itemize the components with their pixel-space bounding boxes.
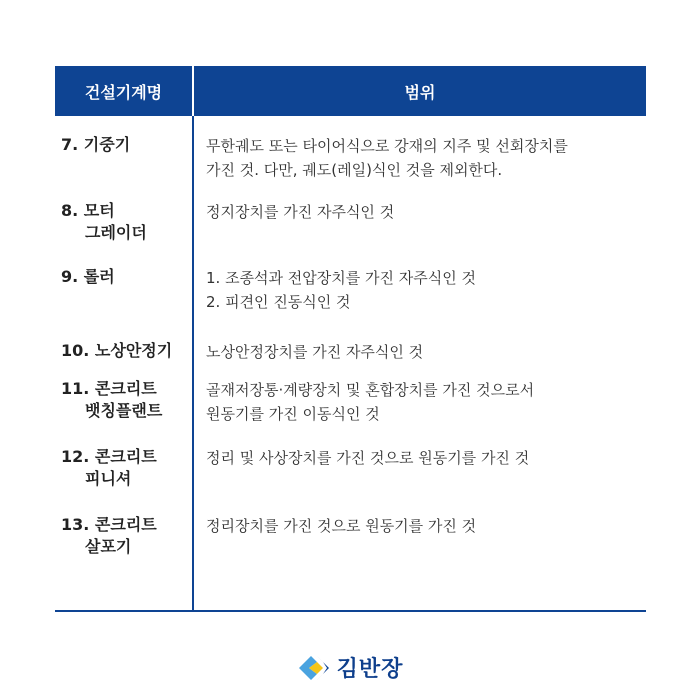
machine-name-line: 7. 기중기 bbox=[61, 135, 131, 154]
table-row bbox=[55, 378, 646, 426]
kimbanjang-logo-icon bbox=[297, 654, 331, 682]
machine-name-line: 뱃칭플랜트 bbox=[85, 401, 163, 420]
machine-scope bbox=[192, 378, 646, 426]
table-body bbox=[55, 116, 646, 612]
scope-line: 2. 피견인 진동식인 것 bbox=[206, 293, 351, 311]
machine-name-line: 10. 노상안정기 bbox=[61, 341, 173, 360]
machine-name bbox=[55, 134, 192, 182]
machine-name-line: 12. 콘크리트 bbox=[61, 447, 157, 466]
machine-name-line: 피니셔 bbox=[85, 469, 132, 488]
table-header bbox=[55, 66, 646, 116]
header-machine-name: 건설기계명 bbox=[55, 66, 194, 116]
scope-line: 정지장치를 가진 자주식인 것 bbox=[206, 203, 395, 221]
table-row bbox=[55, 514, 646, 558]
table-row bbox=[55, 200, 646, 244]
machine-name-line: 13. 콘크리트 bbox=[61, 515, 157, 534]
machine-name bbox=[55, 378, 192, 426]
table-row bbox=[55, 266, 646, 314]
machine-name bbox=[55, 340, 192, 364]
machine-name-line: 8. 모터 bbox=[61, 201, 115, 220]
brand-logo-inner bbox=[297, 652, 404, 683]
machine-name-line: 그레이더 bbox=[85, 223, 147, 242]
construction-machinery-table bbox=[55, 66, 646, 612]
machine-scope bbox=[192, 200, 646, 244]
machine-scope bbox=[192, 446, 646, 490]
machine-name bbox=[55, 446, 192, 490]
scope-line: 원동기를 가진 이동식인 것 bbox=[206, 405, 380, 423]
table-row bbox=[55, 134, 646, 182]
machine-name bbox=[55, 514, 192, 558]
machine-name-line: 9. 롤러 bbox=[61, 267, 115, 286]
machine-name-line: 11. 콘크리트 bbox=[61, 379, 157, 398]
brand-logo bbox=[0, 652, 700, 683]
table-row bbox=[55, 446, 646, 490]
brand-name: 김반장 bbox=[336, 657, 404, 682]
scope-line: 정리 및 사상장치를 가진 것으로 원동기를 가진 것 bbox=[206, 449, 530, 467]
scope-line: 가진 것. 다만, 궤도(레일)식인 것을 제외한다. bbox=[206, 161, 503, 179]
machine-scope bbox=[192, 266, 646, 314]
machine-scope bbox=[192, 514, 646, 558]
machine-name bbox=[55, 200, 192, 244]
table-row bbox=[55, 340, 646, 364]
scope-line: 골재저장통·계량장치 및 혼합장치를 가진 것으로서 bbox=[206, 381, 535, 399]
machine-scope bbox=[192, 340, 646, 364]
machine-name-line: 살포기 bbox=[85, 537, 132, 556]
scope-line: 노상안정장치를 가진 자주식인 것 bbox=[206, 343, 424, 361]
scope-line: 1. 조종석과 전압장치를 가진 자주식인 것 bbox=[206, 269, 476, 287]
header-scope: 범위 bbox=[404, 82, 436, 102]
scope-line: 무한궤도 또는 타이어식으로 강재의 지주 및 선회장치를 bbox=[206, 137, 568, 155]
machine-name bbox=[55, 266, 192, 314]
machine-scope bbox=[192, 134, 646, 182]
scope-line: 정리장치를 가진 것으로 원동기를 가진 것 bbox=[206, 517, 477, 535]
